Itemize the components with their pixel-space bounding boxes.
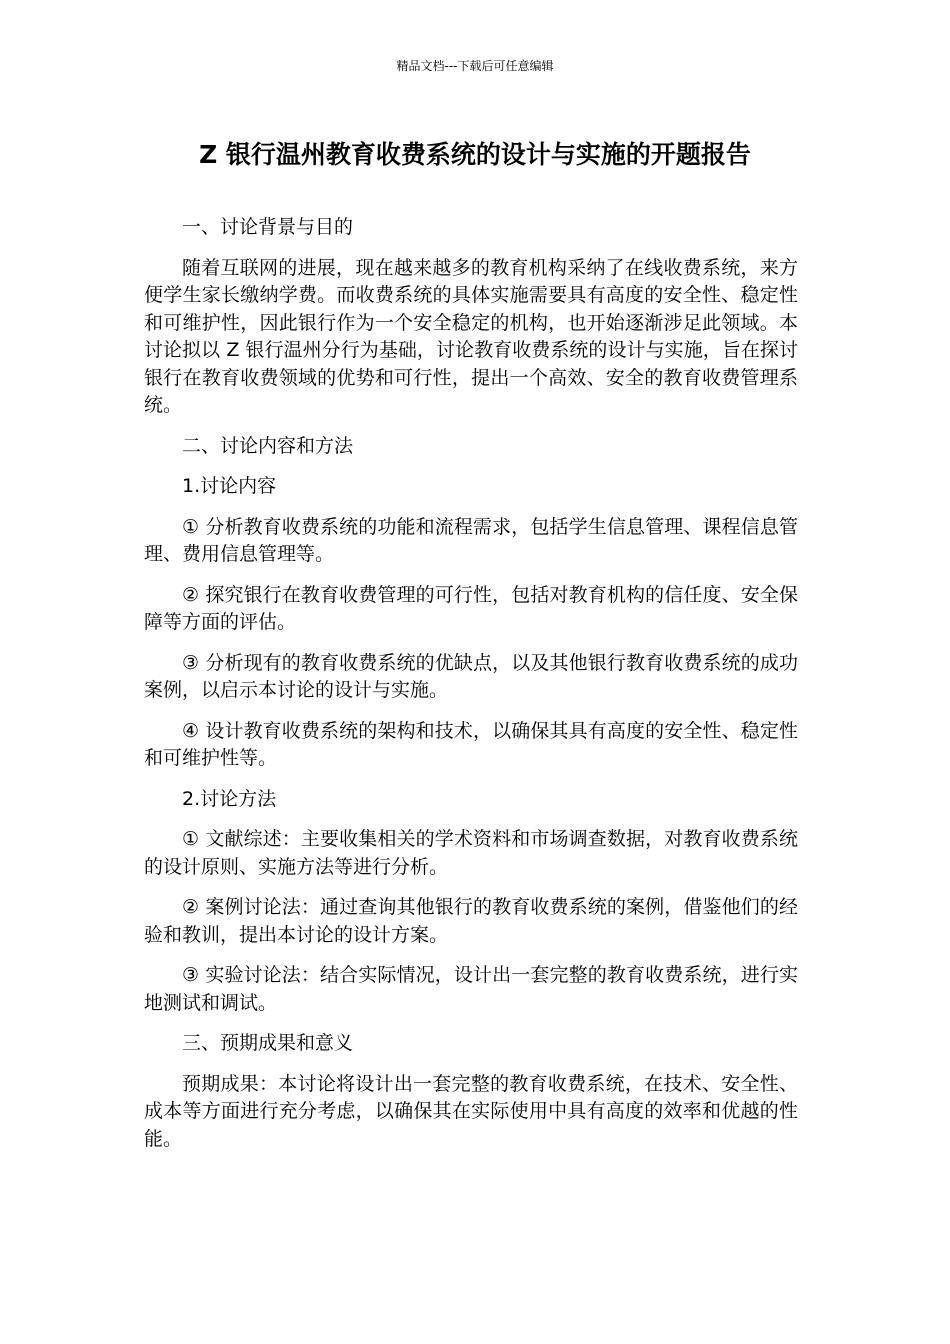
list-item-method-2: ② 案例讨论法：通过查询其他银行的教育收费系统的案例，借鉴他们的经验和教训，提出本讨论的设计方案。: [144, 896, 798, 946]
section-heading-background: 一、讨论背景与目的: [182, 216, 354, 238]
list-item-method-1: ① 文献综述：主要收集相关的学术资料和市场调查数据，对教育收费系统的设计原则、实施方法等进行分析。: [144, 828, 798, 878]
document-title: Z 银行温州教育收费系统的设计与实施的开题报告: [199, 140, 751, 169]
section-heading-content-method: 二、讨论内容和方法: [182, 434, 354, 457]
list-item-content-1: ① 分析教育收费系统的功能和流程需求，包括学生信息管理、课程信息管理、费用信息管理等。: [144, 515, 798, 565]
subheading-method: 2.讨论方法: [182, 787, 277, 810]
list-item-content-2: ② 探究银行在教育收费管理的可行性，包括对教育机构的信任度、安全保障等方面的评估。: [144, 583, 798, 633]
header-note: 精品文档---下载后可任意编辑: [396, 59, 554, 73]
subheading-content: 1.讨论内容: [182, 475, 277, 497]
paragraph-background: 随着互联网的进展，现在越来越多的教育机构采纳了在线收费系统，来方便学生家长缴纳学费。而收费系统的具体实施需要具有高度的安全性、稳定性和可维护性，因此银行作为一个安全稳定的机构，也开始逐渐涉足此领域。本讨论拟以 Z 银行温州分行为基础，讨论教育收费系统的设计与实施，旨在探讨银行在教育收费领域的优势和可行性，提出一个高效、安全的教育收费管理系统。: [144, 256, 798, 416]
list-item-method-3: ③ 实验讨论法：结合实际情况，设计出一套完整的教育收费系统，进行实地测试和调试。: [144, 964, 798, 1014]
list-item-content-3: ③ 分析现有的教育收费系统的优缺点，以及其他银行教育收费系统的成功案例，以启示本讨论的设计与实施。: [144, 651, 798, 701]
paragraph-results: 预期成果：本讨论将设计出一套完整的教育收费系统，在技术、安全性、成本等方面进行充分考虑，以确保其在实际使用中具有高度的效率和优越的性能。: [144, 1072, 798, 1150]
list-item-content-4: ④ 设计教育收费系统的架构和技术，以确保其具有高度的安全性、稳定性和可维护性等。: [144, 719, 798, 769]
section-heading-results: 三、预期成果和意义: [182, 1032, 354, 1054]
document-body: [144, 214, 798, 1166]
